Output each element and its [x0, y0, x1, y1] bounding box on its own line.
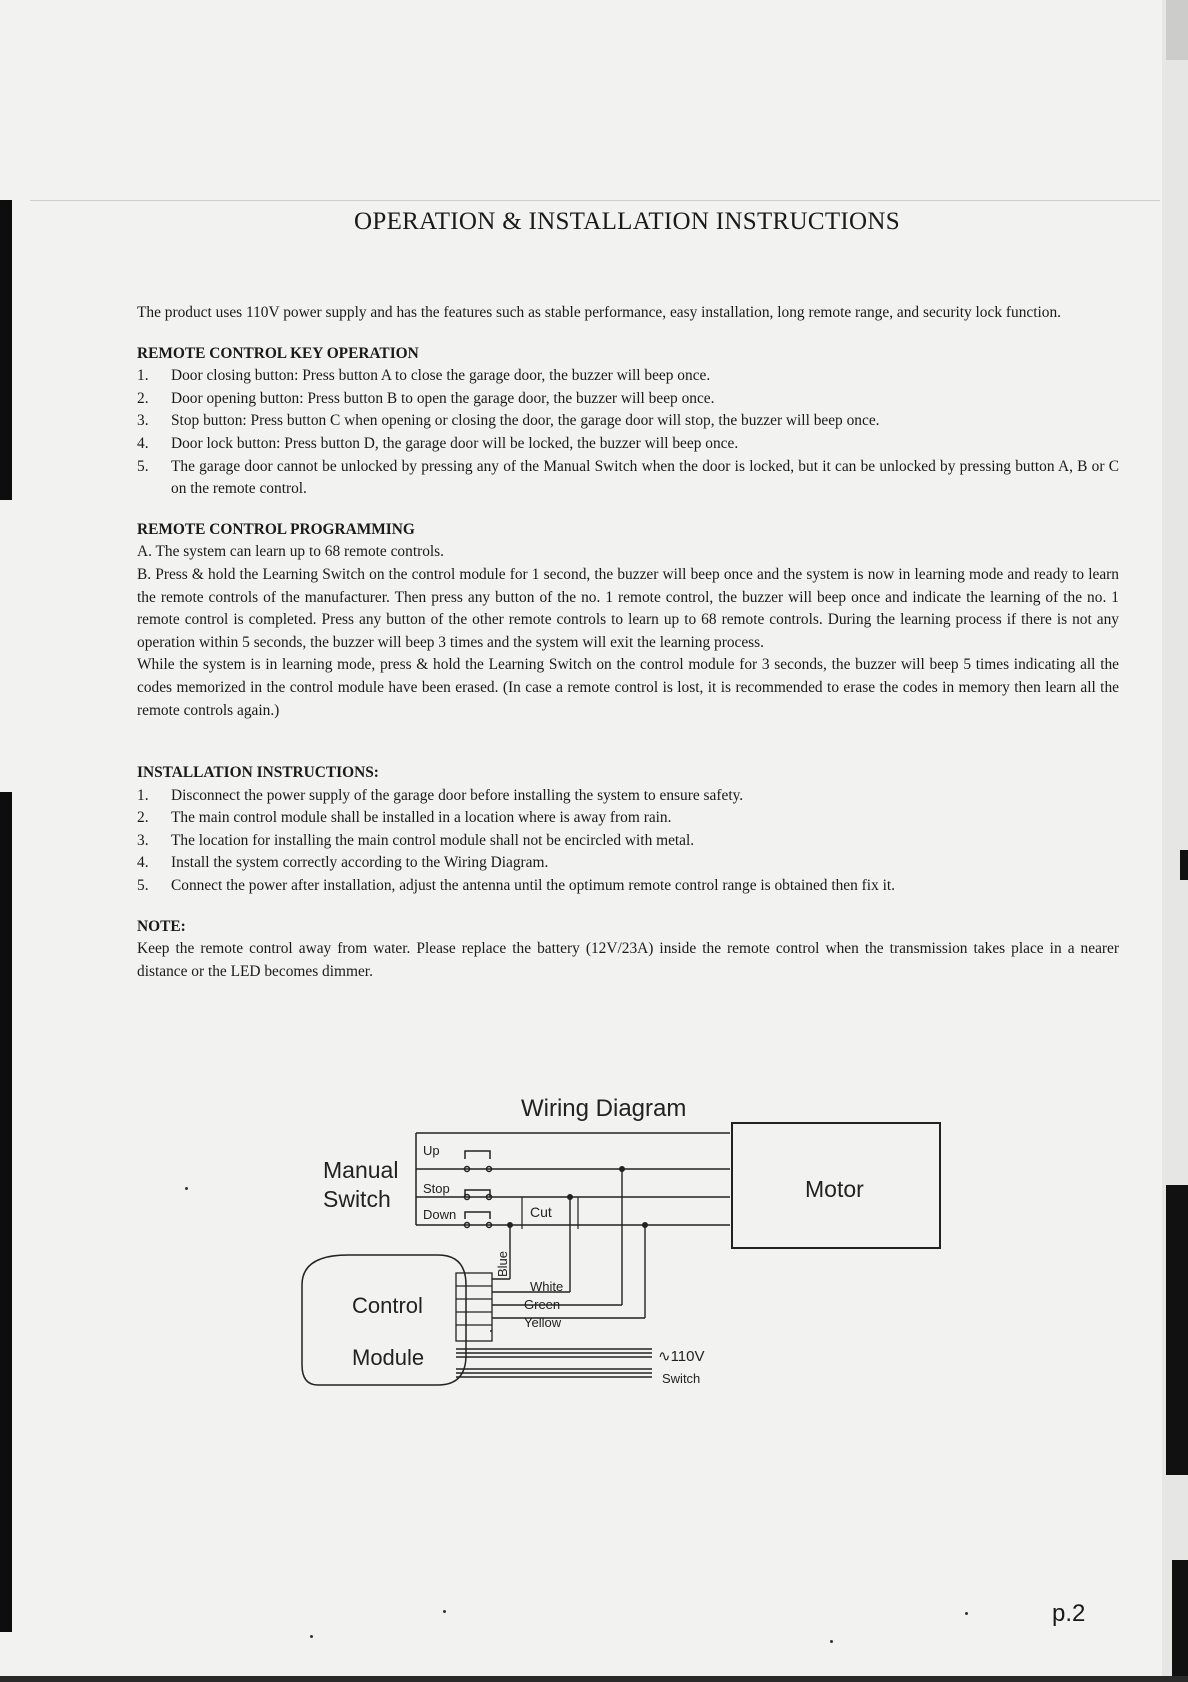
yellow-label: Yellow: [524, 1315, 562, 1330]
list-item: 2. Door opening button: Press button B to open the garage door, the buzzer will beep once.: [137, 389, 715, 407]
power-label: ∿110V: [658, 1348, 705, 1365]
wiring-diagram-title: Wiring Diagram: [521, 1095, 687, 1122]
scan-speck: [185, 1187, 188, 1190]
scan-speck: [443, 1610, 446, 1613]
power-switch-label: Switch: [662, 1371, 701, 1386]
scan-bottom-edge: [0, 1676, 1188, 1682]
switch-panel: [416, 1133, 730, 1225]
list-item: 5. The garage door cannot be unlocked by pressing any of the Manual Switch when the door is locked, but it can be unlocked by pressing button A, B or C on the remote control.: [137, 457, 1119, 498]
section-heading-installation: INSTALLATION INSTRUCTIONS:: [137, 764, 379, 782]
stop-switch-symbol: [465, 1190, 492, 1200]
up-label: Up: [423, 1143, 440, 1158]
list-item: 1. Disconnect the power supply of the garage door before installing the system to ensure safety.: [137, 786, 744, 804]
programming-paragraph-a: A. The system can learn up to 68 remote controls.: [137, 543, 445, 561]
control-label-2: Module: [352, 1345, 425, 1370]
scan-right-mark-4: [1172, 1560, 1188, 1680]
scan-right-mark-1: [1166, 0, 1188, 60]
scan-edge-mark-bottom: [0, 792, 12, 1632]
programming-paragraph-b: B. Press & hold the Learning Switch on the control module for 1 second, the buzzer will beep once and the system is now in learning mode and ready to learn the remote controls of the manufacturer. Then press any button of the no. 1 remote control, the buzzer will beep once and indicate the learning of the no. 1 remote control is completed. Press any button of the other remote controls to learn up to 68 remote controls. During the learning process if there is not any operation within 5 seconds, the buzzer will beep 3 times and the system will exit the learning process.: [137, 565, 1119, 651]
list-item: 4. Install the system correctly according to the Wiring Diagram.: [137, 854, 549, 872]
installation-list: [137, 785, 1119, 898]
key-operation-list: [137, 365, 1119, 501]
scan-right-mark-2: [1180, 850, 1188, 880]
wiring-diagram: [300, 1085, 960, 1425]
list-item: 2. The main control module shall be installed in a location where is away from rain.: [137, 809, 672, 827]
stop-label: Stop: [423, 1181, 450, 1196]
list-item: 5. Connect the power after installation, adjust the antenna until the optimum remote control range is obtained then fix it.: [137, 877, 896, 895]
section-heading-programming: REMOTE CONTROL PROGRAMMING: [137, 520, 415, 538]
list-item: 1. Door closing button: Press button A to close the garage door, the buzzer will beep once.: [137, 367, 711, 385]
blue-label: Blue: [495, 1250, 510, 1277]
scan-edge-mark-top: [0, 200, 12, 500]
manual-switch-label-1: Manual: [323, 1157, 399, 1183]
terminal-block: [456, 1273, 492, 1341]
cut-label: Cut: [530, 1204, 552, 1220]
section-heading-note: NOTE:: [137, 917, 186, 935]
white-label: White: [530, 1279, 564, 1294]
motor-label: Motor: [805, 1176, 864, 1202]
page-title: OPERATION & INSTALLATION INSTRUCTIONS: [354, 208, 900, 235]
section-heading-key-operation: REMOTE CONTROL KEY OPERATION: [137, 344, 419, 362]
scan-top-rule: [30, 200, 1160, 201]
programming-paragraph-c: While the system is in learning mode, press & hold the Learning Switch on the control module for 3 seconds, the buzzer will beep 5 times indicating all the codes memorized in the control module have been erased. (In case a remote control is lost, it is recommended to erase the codes in memory then learn all the remote controls again.): [137, 656, 1119, 719]
scan-speck: [310, 1635, 313, 1638]
manual-switch-label-2: Switch: [323, 1186, 391, 1212]
scan-speck: [830, 1640, 833, 1643]
green-label: Green: [524, 1297, 561, 1312]
scan-speck: [965, 1612, 968, 1615]
scan-right-mark-3: [1166, 1185, 1188, 1475]
page-number: p.2: [1052, 1600, 1086, 1627]
down-label: Down: [423, 1207, 457, 1222]
list-item: 3. Stop button: Press button C when opening or closing the door, the garage door will stop, the buzzer will beep once.: [137, 412, 880, 430]
list-item: 3. The location for installing the main control module shall not be encircled with metal.: [137, 831, 695, 849]
control-label-1: Control: [352, 1293, 423, 1318]
note-paragraph: Keep the remote control away from water. Please replace the battery (12V/23A) inside the remote control when the transmission takes place in a nearer distance or the LED becomes dimmer.: [137, 940, 1119, 980]
instructions-body: [137, 302, 1119, 983]
list-item: 4. Door lock button: Press button D, the garage door will be locked, the buzzer will beep once.: [137, 434, 739, 452]
intro-paragraph: The product uses 110V power supply and has the features such as stable performance, easy installation, long remote range, and security lock function.: [137, 304, 1062, 321]
